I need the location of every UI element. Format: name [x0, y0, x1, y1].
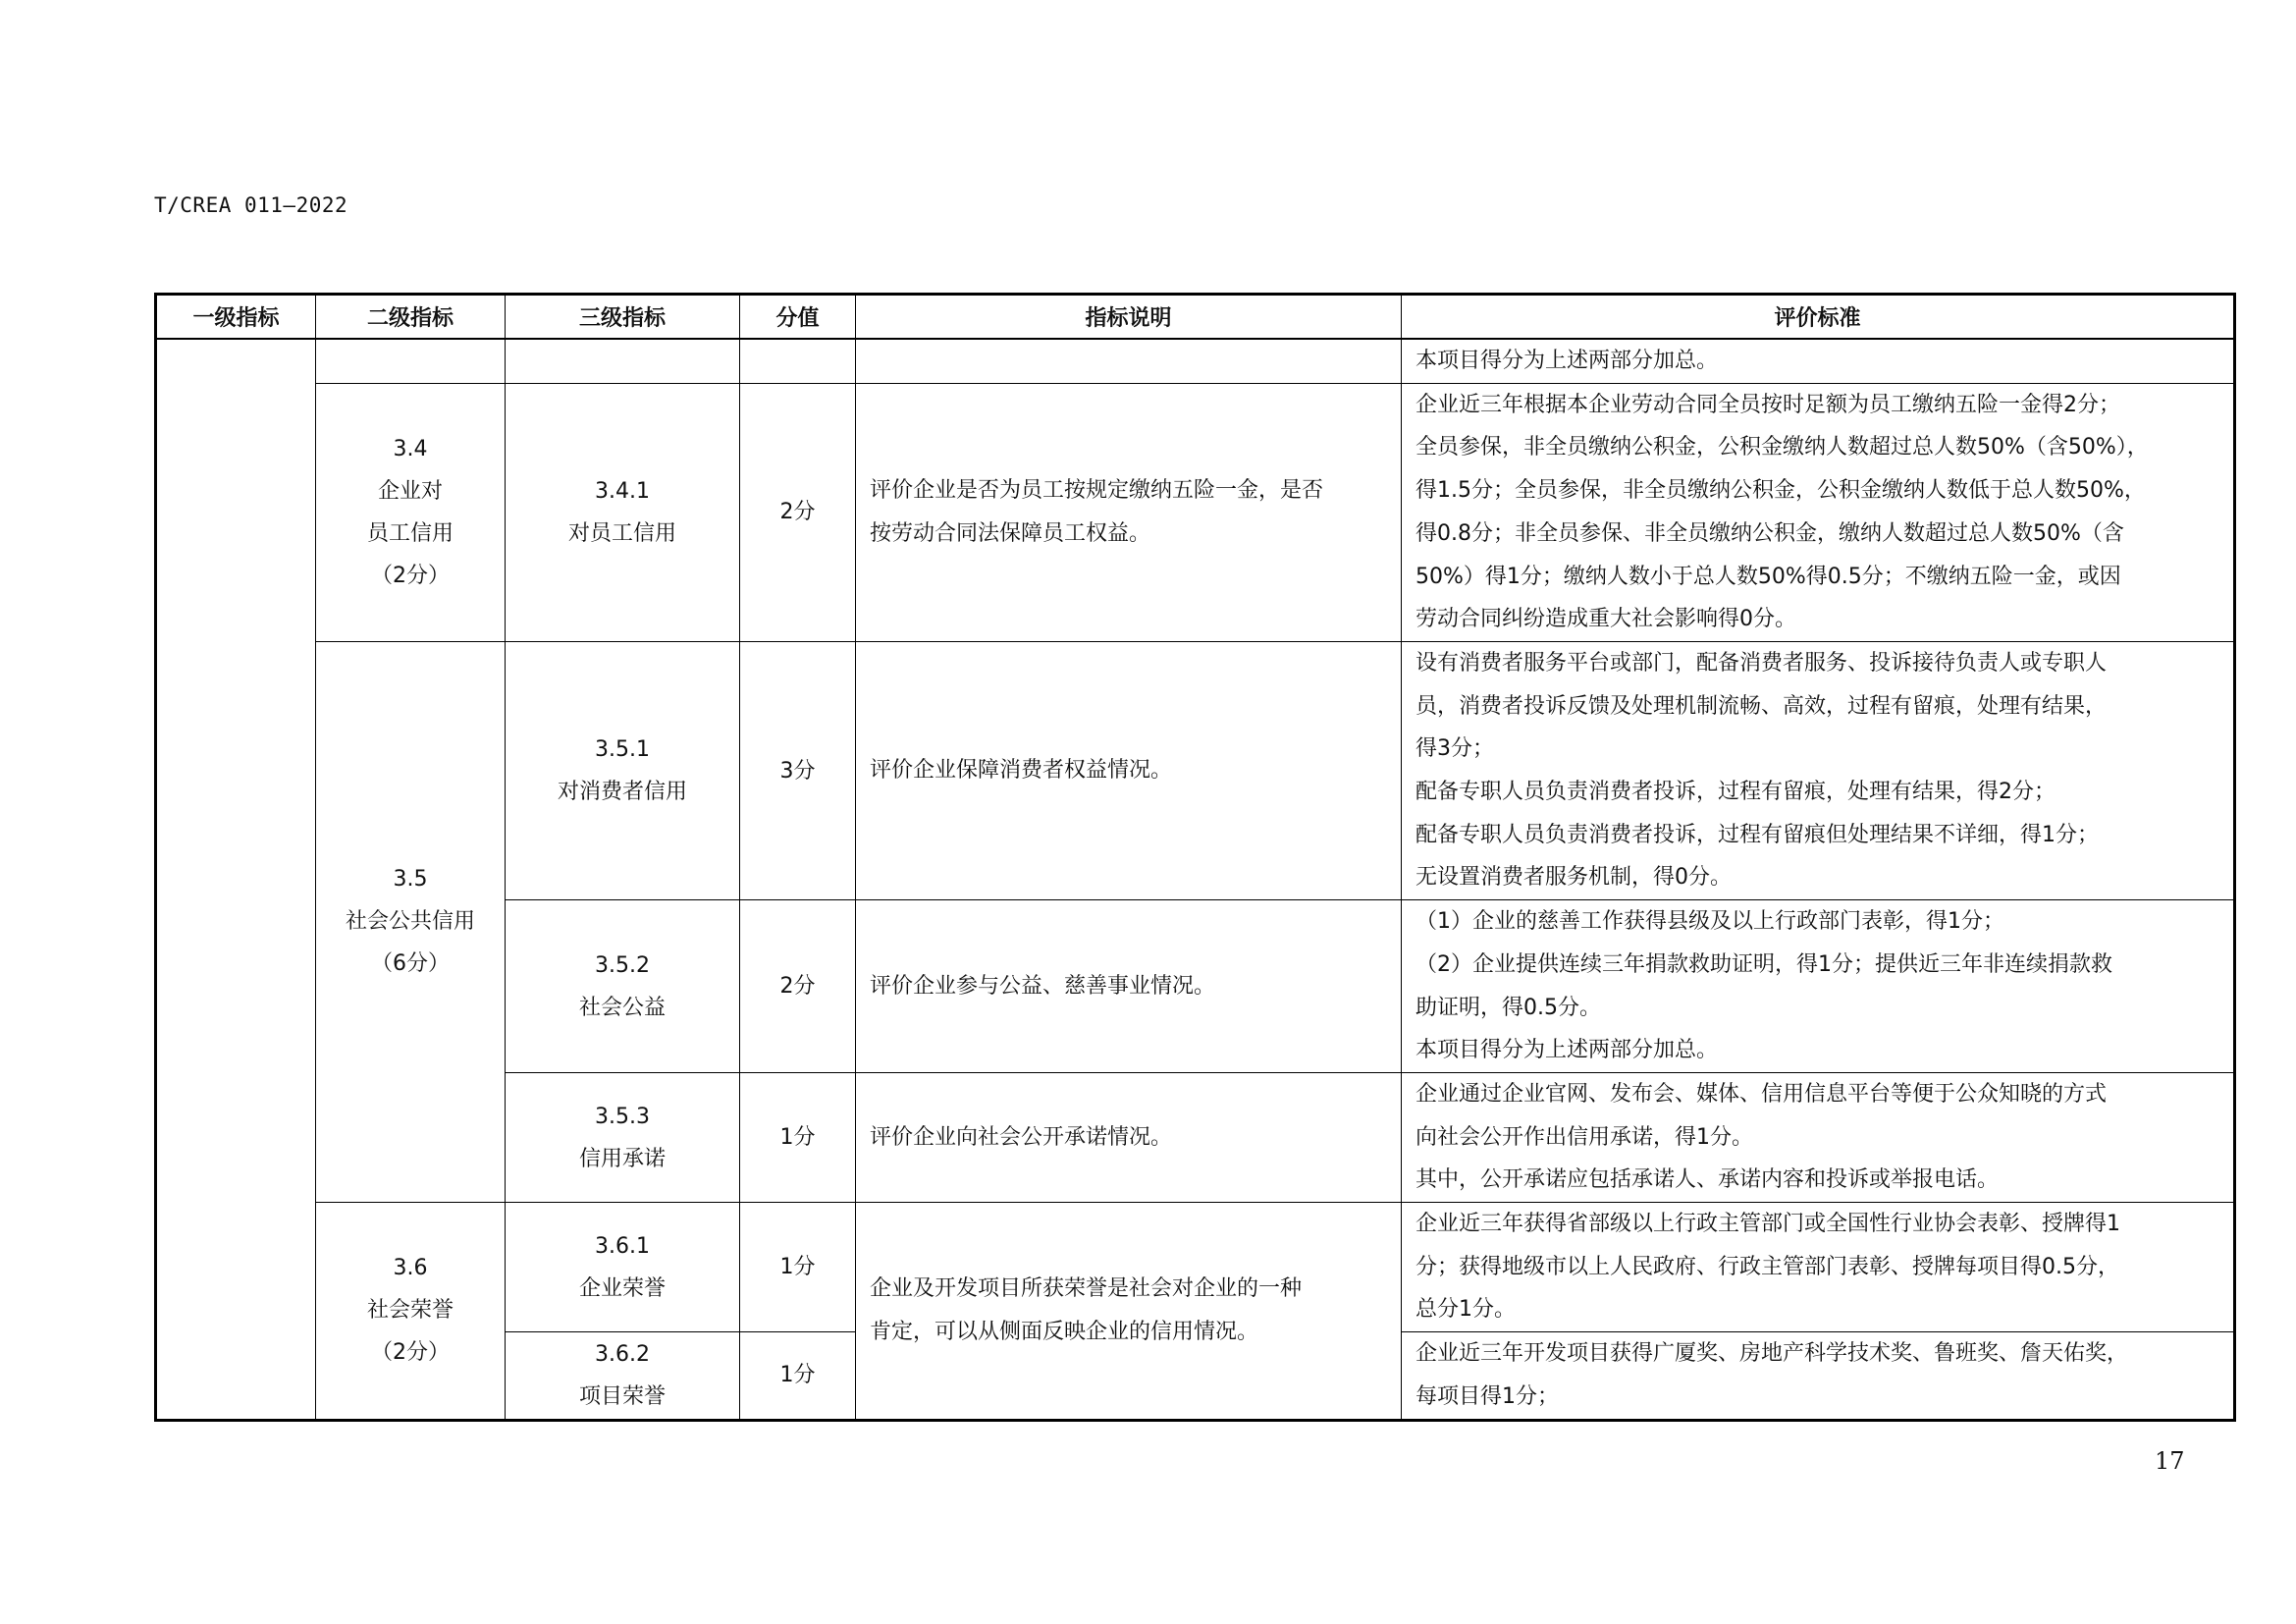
level3-code: 3.6.2 [595, 1341, 650, 1367]
table-row [156, 641, 2235, 899]
criteria-line: 企业近三年获得省部级以上行政主管部门或全国性行业协会表彰、授牌得1 [1415, 1212, 2120, 1237]
description-cell [856, 1072, 1402, 1202]
level3-cell-empty [506, 339, 740, 383]
level2-name: 员工信用 [366, 520, 454, 546]
criteria-cell [1402, 641, 2235, 899]
level3-cell-3-4-1 [506, 383, 740, 641]
criteria-line: 设有消费者服务平台或部门，配备消费者服务、投诉接待负责人或专职人 [1415, 650, 2108, 676]
criteria-cell [1402, 900, 2235, 1073]
criteria-line: 劳动合同纠纷造成重大社会影响得0分。 [1415, 607, 1796, 632]
description-line: 评价企业向社会公开承诺情况。 [870, 1124, 1173, 1150]
description-cell-empty [856, 339, 1402, 383]
page-number: 17 [2155, 1447, 2185, 1475]
table-row [156, 1203, 2235, 1332]
criteria-cell [1402, 1203, 2235, 1332]
table-header-row [156, 295, 2235, 340]
level2-cell-3-6 [316, 1203, 506, 1421]
level3-code: 3.5.2 [595, 952, 650, 978]
table-row [156, 383, 2235, 641]
criteria-line: 得3分； [1415, 736, 1494, 762]
criteria-line: （2）企业提供连续三年捐款救助证明，得1分；提供近三年非连续捐款救 [1415, 951, 2112, 977]
criteria-line: 员，消费者投诉反馈及处理机制流畅、高效，过程有留痕，处理有结果， [1415, 693, 2108, 719]
criteria-line: 分；获得地级市以上人民政府、行政主管部门表彰、授牌每项目得0.5分， [1415, 1254, 2119, 1279]
level3-code: 3.5.1 [595, 737, 650, 763]
level3-cell-3-6-1 [506, 1203, 740, 1332]
criteria-cell [1402, 1072, 2235, 1202]
level3-name: 项目荣誉 [578, 1383, 666, 1409]
level2-score: （2分） [371, 1340, 450, 1366]
criteria-cell [1402, 339, 2235, 383]
column-header-description: 指标说明 [856, 295, 1402, 340]
level2-score: （6分） [371, 951, 450, 977]
level2-code: 3.6 [393, 1256, 428, 1281]
criteria-line: 50%）得1分；缴纳人数小于总人数50%得0.5分；不缴纳五险一金，或因 [1415, 564, 2121, 589]
criteria-cell [1402, 1332, 2235, 1420]
score-cell: 1分 [740, 1072, 856, 1202]
level2-score: （2分） [371, 563, 450, 588]
document-code: T/CREA 011—2022 [154, 193, 348, 217]
criteria-line: 其中，公开承诺应包括承诺人、承诺内容和投诉或举报电话。 [1415, 1167, 2000, 1193]
score-cell: 3分 [740, 641, 856, 899]
criteria-line: 无设置消费者服务机制，得0分。 [1415, 865, 1732, 891]
level2-name: 社会荣誉 [366, 1298, 454, 1324]
level2-cell-empty [316, 339, 506, 383]
description-cell-shared [856, 1203, 1402, 1421]
table-row-continuation [156, 339, 2235, 383]
level3-name: 对消费者信用 [557, 780, 687, 805]
criteria-line: （1）企业的慈善工作获得县级及以上行政部门表彰，得1分； [1415, 909, 2004, 935]
level1-cell-empty [156, 339, 316, 1420]
evaluation-criteria-table [154, 293, 2236, 1422]
level3-name: 企业荣誉 [578, 1275, 666, 1301]
level3-cell-3-5-1 [506, 641, 740, 899]
description-line: 肯定，可以从侧面反映企业的信用情况。 [870, 1319, 1259, 1344]
description-cell [856, 641, 1402, 899]
level2-cell-3-5 [316, 641, 506, 1202]
level3-code: 3.5.3 [595, 1104, 650, 1129]
column-header-level3: 三级指标 [506, 295, 740, 340]
criteria-line: 得0.8分；非全员参保、非全员缴纳公积金，缴纳人数超过总人数50%（含 [1415, 520, 2124, 546]
criteria-line: 企业近三年根据本企业劳动合同全员按时足额为员工缴纳五险一金得2分； [1415, 392, 2120, 417]
level2-name: 社会公共信用 [345, 909, 475, 935]
level2-code: 3.4 [393, 436, 428, 461]
description-line: 企业及开发项目所获荣誉是社会对企业的一种 [870, 1275, 1303, 1301]
criteria-line: 向社会公开作出信用承诺，得1分。 [1415, 1124, 1753, 1150]
criteria-line: 助证明，得0.5分。 [1415, 995, 1601, 1020]
criteria-line: 每项目得1分； [1415, 1383, 1559, 1409]
criteria-line: 本项目得分为上述两部分加总。 [1415, 349, 1719, 373]
score-cell-empty [740, 339, 856, 383]
level2-cell-3-4 [316, 383, 506, 641]
column-header-score: 分值 [740, 295, 856, 340]
criteria-line: 配备专职人员负责消费者投诉，过程有留痕，处理有结果，得2分； [1415, 780, 2056, 805]
description-line: 评价企业参与公益、慈善事业情况。 [870, 973, 1216, 999]
level3-cell-3-5-3 [506, 1072, 740, 1202]
level3-name: 对员工信用 [567, 520, 676, 546]
level3-name: 信用承诺 [578, 1146, 666, 1171]
criteria-line: 得1.5分；全员参保，非全员缴纳公积金，公积金缴纳人数低于总人数50%， [1415, 478, 2146, 504]
level2-name: 企业对 [377, 478, 443, 504]
criteria-line: 配备专职人员负责消费者投诉，过程有留痕但处理结果不详细，得1分； [1415, 822, 2099, 847]
description-line: 评价企业是否为员工按规定缴纳五险一金，是否 [870, 477, 1324, 503]
criteria-line: 总分1分。 [1415, 1297, 1516, 1323]
level3-cell-3-5-2 [506, 900, 740, 1073]
level3-code: 3.4.1 [595, 478, 650, 504]
description-line: 按劳动合同法保障员工权益。 [870, 520, 1151, 546]
description-line: 评价企业保障消费者权益情况。 [870, 758, 1173, 784]
score-cell: 1分 [740, 1332, 856, 1420]
description-cell [856, 900, 1402, 1073]
score-cell: 2分 [740, 900, 856, 1073]
column-header-criteria: 评价标准 [1402, 295, 2235, 340]
level3-code: 3.6.1 [595, 1233, 650, 1259]
level3-name: 社会公益 [578, 995, 666, 1020]
criteria-line: 本项目得分为上述两部分加总。 [1415, 1038, 1719, 1063]
column-header-level1: 一级指标 [156, 295, 316, 340]
score-cell: 2分 [740, 383, 856, 641]
criteria-cell [1402, 383, 2235, 641]
column-header-level2: 二级指标 [316, 295, 506, 340]
criteria-line: 企业近三年开发项目获得广厦奖、房地产科学技术奖、鲁班奖、詹天佑奖， [1415, 1341, 2129, 1367]
level3-cell-3-6-2 [506, 1332, 740, 1420]
level2-code: 3.5 [393, 867, 428, 893]
description-cell [856, 383, 1402, 641]
criteria-line: 全员参保，非全员缴纳公积金，公积金缴纳人数超过总人数50%（含50%）， [1415, 435, 2149, 460]
criteria-line: 企业通过企业官网、发布会、媒体、信用信息平台等便于公众知晓的方式 [1415, 1081, 2108, 1107]
score-cell: 1分 [740, 1203, 856, 1332]
